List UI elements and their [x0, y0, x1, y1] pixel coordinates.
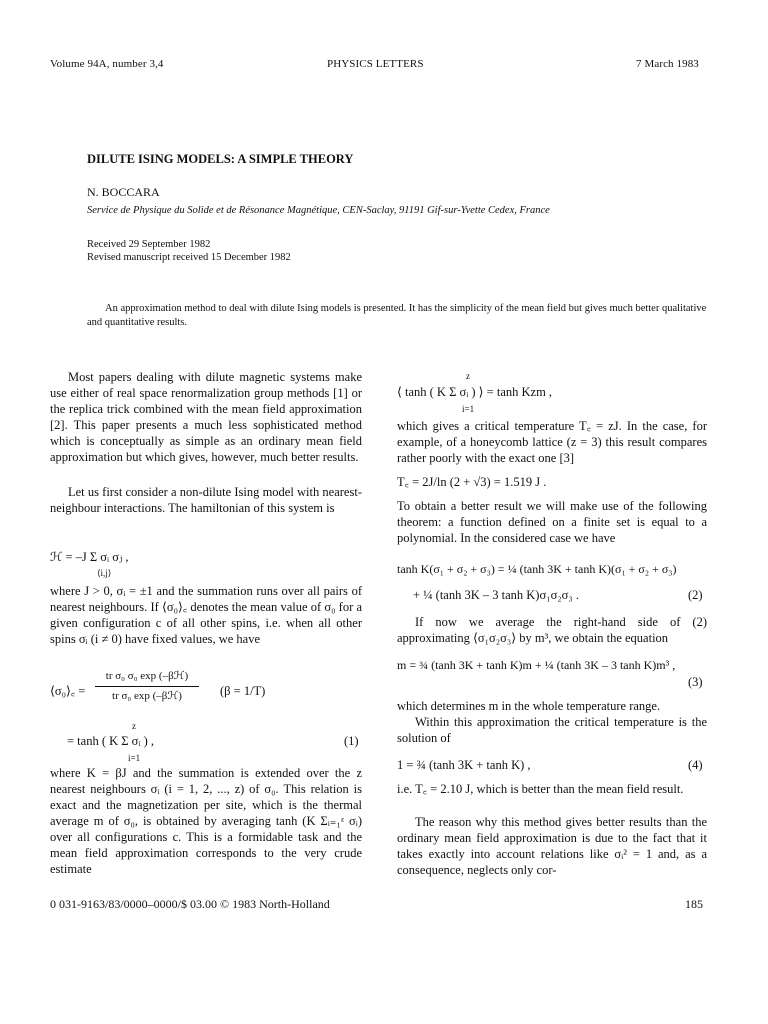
equation-2-number: (2): [688, 588, 703, 602]
equation-1-number: (1): [344, 734, 359, 748]
journal-name: PHYSICS LETTERS: [327, 58, 424, 70]
received-date: Received 29 September 1982: [87, 239, 211, 250]
author-affiliation: Service de Physique du Solide et de Résonance Magnétique, CEN-Saclay, 91191 Gif-sur-Yvette Cedex, France: [87, 205, 550, 216]
equation-1-lhs: ⟨σ₀⟩꜀ =: [50, 684, 86, 698]
page-number: 185: [685, 897, 703, 911]
equation-hamiltonian: [50, 549, 129, 565]
paragraph-intro: Most papers dealing with dilute magnetic systems make use either of real space renormalization group methods [1] or the replica trick combined with the mean field approximation [2]. This paper presents a much less sophisticated method which is conceptually as simple as an ordinary mean field approximation but which gives, however, much better results.: [50, 370, 362, 464]
equation-mf-sum-upper: z: [466, 371, 470, 381]
equation-2-line-b: + ¼ (tanh 3K – 3 tanh K)σ₁σ₂σ₃ .: [413, 588, 580, 602]
equation-mf-sum-lower: i=1: [462, 404, 475, 414]
paragraph-approximation: If now we average the right-hand side of (2) approximating ⟨σ₁σ₂σ₃⟩ by m³, we obtain the equation: [397, 615, 707, 645]
equation-2-line-a: tanh K(σ₁ + σ₂ + σ₃) = ¼ (tanh 3K + tanh K)(σ₁ + σ₂ + σ₃): [397, 562, 677, 576]
equation-3: m = ¾ (tanh 3K + tanh K)m + ¼ (tanh 3K – 3 tanh K)m³ ,: [397, 658, 676, 672]
paragraph-hamiltonian-intro: Let us first consider a non-dilute Ising model with nearest-neighbour interactions. The hamiltonian of this system is: [50, 485, 362, 515]
equation-1-numerator: tr σ₀ σ₀ exp (–βℋ): [95, 668, 199, 687]
paragraph-reason: The reason why this method gives better results than the ordinary mean field approximation is due to the fact that it takes exactly into account relations like σᵢ² = 1 and, as a consequence, neglects only cor-: [397, 815, 707, 877]
paragraph-theorem: To obtain a better result we will make use of the following theorem: a function defined on a finite set is equal to a polynomial. In the considered case we have: [397, 499, 707, 545]
issue-date: 7 March 1983: [636, 58, 699, 70]
equation-1-sum-upper: z: [132, 721, 136, 731]
equation-4: 1 = ¾ (tanh 3K + tanh K) ,: [397, 758, 531, 772]
equation-4-number: (4): [688, 758, 703, 772]
equation-1-denominator: tr σ₀ exp (–βℋ): [112, 690, 182, 702]
equation-3-number: (3): [688, 675, 703, 689]
revised-date: Revised manuscript received 15 December 1982: [87, 252, 291, 263]
paragraph-critical-temperature: which gives a critical temperature T꜀ = zJ. In the case, for example, of a honeycomb lattice (z = 3) this result compares rather poorly with the exact one [3]: [397, 419, 707, 465]
received-dates: [87, 238, 291, 264]
paragraph-mean-value: where J > 0, σᵢ = ±1 and the summation runs over all pairs of nearest neighbours. If ⟨σ₀⟩꜀ denotes the mean value of σ₀ for a given configuration c of all other spins, i.e. when all other spins σᵢ (i ≠ 0) have fixed values, we have: [50, 584, 362, 646]
equation-hamiltonian-subscript: ⟨i,j⟩: [97, 568, 112, 578]
paragraph-magnetization: where K = βJ and the summation is extended over the z nearest neighbours σᵢ (i = 1, 2, ..., z) of σ₀. This relation is exact and the magnetization per site, which is the thermal average m of σ₀, is obtained by averaging tanh (K Σᵢ₌₁ᶻ σᵢ) over all configurations c. This is a formidable task and the mean field approximation corresponds to the very crude estimate: [50, 766, 362, 876]
equation-tc-exact: T꜀ = 2J/ln (2 + √3) = 1.519 J .: [397, 475, 547, 489]
abstract: An approximation method to deal with dilute Ising models is presented. It has the simplicity of the mean field but gives much better qualitative and quantitative results.: [87, 303, 707, 328]
equation-1-sum-lower: i=1: [128, 753, 141, 763]
paragraph-temperature-range: which determines m in the whole temperature range.: [397, 699, 661, 713]
equation-hamiltonian-text: ℋ = –J Σ σᵢ σⱼ ,: [50, 550, 129, 564]
equation-1-rhs: = tanh ( K Σ σᵢ ) ,: [67, 734, 154, 748]
equation-1-beta: (β = 1/T): [220, 684, 266, 698]
equation-mean-field: ⟨ tanh ( K Σ σᵢ ) ⟩ = tanh Kzm ,: [397, 385, 553, 399]
article-title: DILUTE ISING MODELS: A SIMPLE THEORY: [87, 152, 354, 166]
footer-code: 0 031-9163/83/0000–0000/$ 03.00 © 1983 North-Holland: [50, 897, 330, 911]
volume-header: Volume 94A, number 3,4: [50, 58, 164, 70]
paragraph-critical-solution: Within this approximation the critical temperature is the solution of: [397, 715, 707, 745]
paragraph-result: i.e. T꜀ = 2.10 J, which is better than the mean field result.: [397, 782, 684, 796]
author-name: N. BOCCARA: [87, 185, 160, 199]
